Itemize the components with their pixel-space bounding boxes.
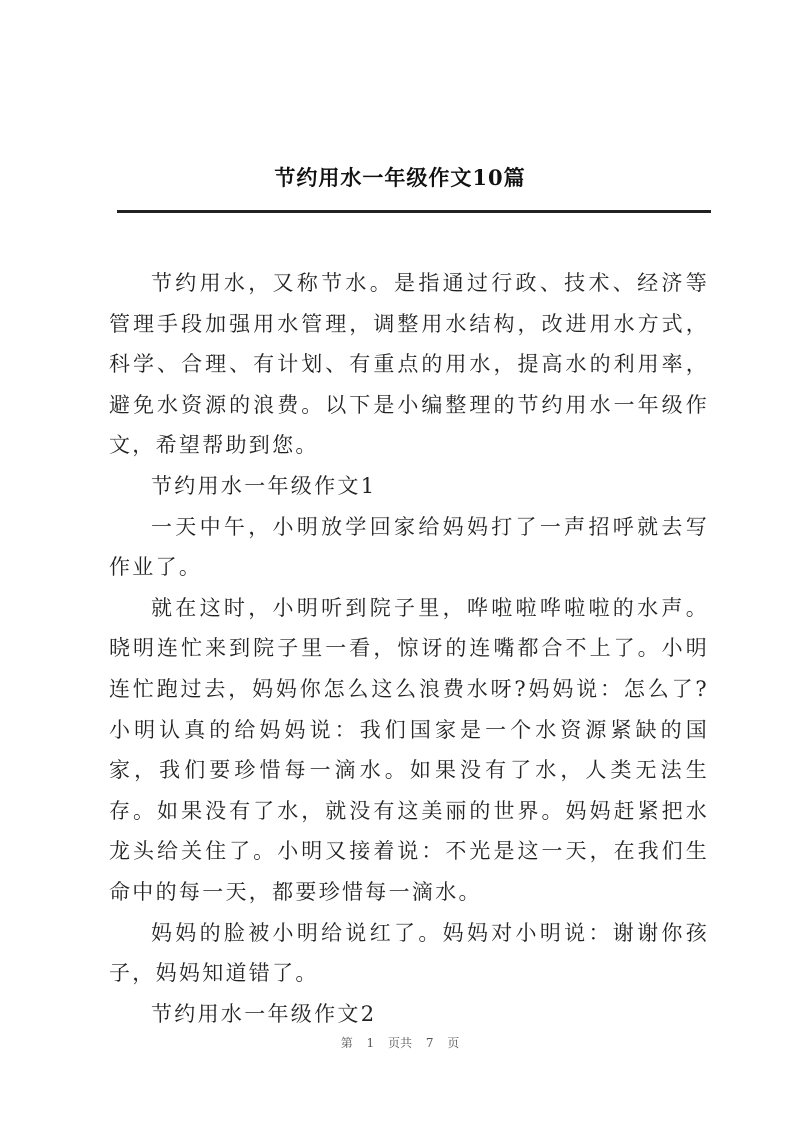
body-paragraph: 一天中午，小明放学回家给妈妈打了一声招呼就去写作业了。 [109,514,709,580]
title-divider [117,210,711,213]
section-heading: 节约用水一年级作文1 [151,473,377,498]
document-body [109,263,709,1034]
document-title: 节约用水一年级作文10篇 [274,165,526,190]
page-footer: 第 1 页共 7 页 [340,1036,460,1050]
body-paragraph: 妈妈的脸被小明给说红了。妈妈对小明说：谢谢你孩子，妈妈知道错了。 [109,920,709,986]
intro-paragraph: 节约用水，又称节水。是指通过行政、技术、经济等管理手段加强用水管理，调整用水结构，改进用水方式，科学、合理、有计划、有重点的用水，提高水的利用率，避免水资源的浪费。以下是小编整理的节约用水一年级作文，希望帮助到您。 [109,271,709,458]
body-paragraph: 就在这时，小明听到院子里，哗啦啦哗啦啦的水声。晓明连忙来到院子里一看，惊讶的连嘴都合不上了。小明连忙跑过去，妈妈你怎么这么浪费水呀?妈妈说：怎么了?小明认真的给妈妈说：我们国家是一个水资源紧缺的国家，我们要珍惜每一滴水。如果没有了水，人类无法生存。如果没有了水，就没有这美丽的世界。妈妈赶紧把水龙头给关住了。小明又接着说：不光是这一天，在我们生命中的每一天，都要珍惜每一滴水。 [109,595,709,904]
section-heading: 节约用水一年级作文2 [151,1001,377,1026]
